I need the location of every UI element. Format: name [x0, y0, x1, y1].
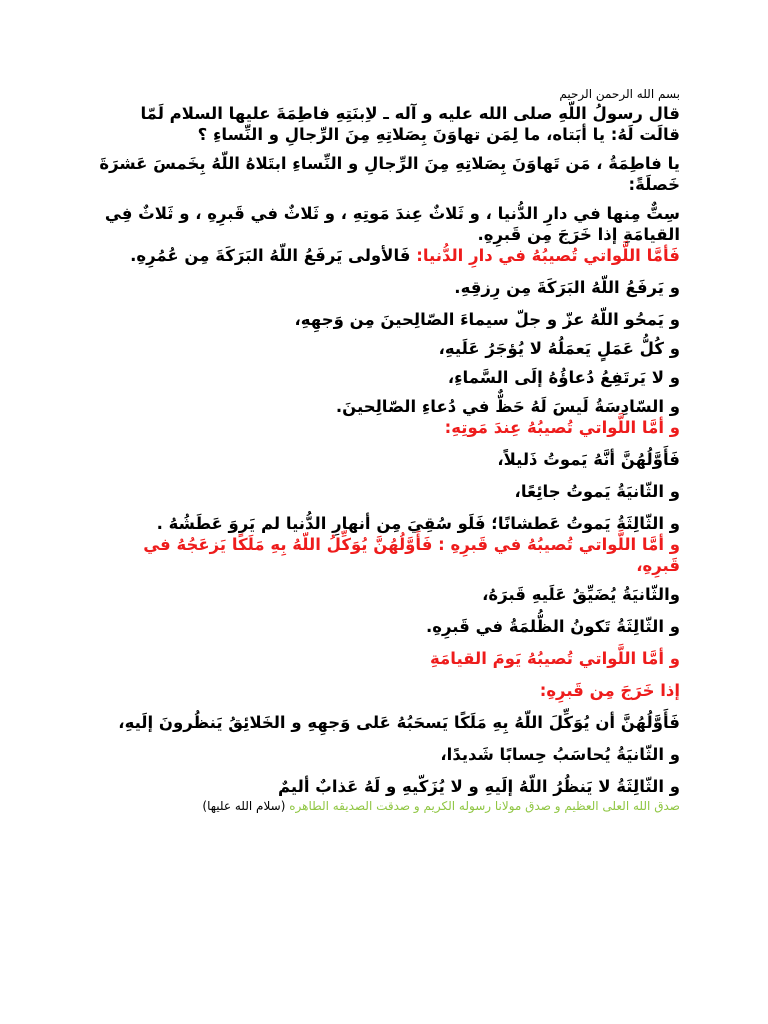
document-page: [98, 86, 680, 814]
hadith-answer: يا فاطِمَةُ ، مَن تَهاوَنَ بِصَلاتِهِ مِنَ الرِّجالِ و النِّساءِ ابتَلاهُ اللّهُ بِخَمسَ عَشرَةَ خَصلَةً:: [99, 154, 680, 194]
fifteen-traits-summary: سِتٌّ مِنها في دارِ الدُّنيا ، و ثَلاثٌ عِندَ مَوتِهِ ، و ثَلاثٌ في قَبرِهِ ، و ثَلاثٌ فِي القيامَةِ إذا خَرَجَ مِن قَبرِهِ.: [104, 204, 680, 244]
section-world-title: فَأمَّا اللَّواتي تُصيبُهُ في دارِ الدُّنيا:: [416, 246, 680, 265]
closing-green-text: صدق الله العلی العظیم و صدق مولانا رسوله الکریم و صدقت الصدیقه الطاهره: [289, 799, 680, 813]
trait-world-5: و لا يَرتَفِعُ دُعاؤُهُ إلَى السَّماءِ،: [447, 368, 680, 387]
trait-grave-3: و الثّالِثَةُ تَكونُ الظُّلمَةُ في قَبرِهِ.: [426, 617, 680, 636]
trait-world-4: و كُلُّ عَمَلٍ يَعمَلُهُ لا يُؤجَرُ عَلَيهِ،: [438, 339, 680, 358]
trait-resurrection-1: فَأَوَّلُهُنَّ أن يُوَكِّلَ اللّهُ بِهِ مَلَكًا يَسحَبُهُ عَلى وَجهِهِ و الخَلائِقُ يَنظُرونَ إلَيهِ،: [118, 713, 680, 732]
section-resurrection-heading: و أمَّا اللَّواتي تُصيبُهُ يَومَ القيامَةِ: [430, 649, 680, 668]
trait-world-6: و السّادِسَةُ لَيسَ لَهُ حَظٌّ في دُعاءِ الصّالِحينَ.: [335, 397, 680, 416]
trait-grave-2: والثّانيَةُ يُضَيِّقُ عَلَيهِ قَبرَهُ،: [482, 585, 680, 604]
trait-resurrection-3: و الثّالِثَةُ لا يَنظُرُ اللّهُ إلَيهِ و لا يُزَكّيهِ و لَهُ عَذابٌ أليمٌ: [277, 777, 680, 796]
trait-world-2: و يَرفَعُ اللّهُ البَرَكَةَ مِن رِزقِهِ.: [454, 278, 680, 297]
closing-black-text: (سلام الله علیها): [202, 799, 290, 813]
closing-line: [98, 798, 680, 814]
trait-death-2: و الثّانيَةُ يَموتُ جائِعًا،: [514, 482, 680, 501]
trait-death-1: فَأَوَّلُهُنَّ أنَّهُ يَموتُ ذَليلاً،: [497, 450, 680, 469]
trait-resurrection-2: و الثّانيَةُ يُحاسَبُ حِسابًا شَديدًا،: [440, 745, 680, 764]
section-death-heading: و أمَّا اللَّواتي تُصيبُهُ عِندَ مَوتِهِ:: [444, 418, 680, 437]
section-resurrection-subheading: إذا خَرَجَ مِن قَبرِهِ:: [539, 681, 680, 700]
section-grave-heading: و أمَّا اللَّواتي تُصيبُهُ في قَبرِهِ : فَأَوَّلُهُنَّ يُوَكِّلُ اللّهُ بِهِ مَلَكًا يَزعَجُهُ في قَبرِهِ،: [143, 535, 680, 575]
section-world-heading: [98, 245, 680, 266]
basmala: بسم الله الرحمن الرحيم: [559, 87, 680, 101]
trait-world-1: فَالأولى يَرفَعُ اللّهُ البَرَكَةَ مِن عُمُرِهِ.: [130, 246, 417, 265]
trait-death-3: و الثّالِثَةُ يَموتُ عَطشانًا؛ فَلَو سُقِيَ مِن أنهارِ الدُّنيا لم يَروَ عَطَشُهُ .: [156, 514, 680, 533]
trait-world-3: و يَمحُو اللّهُ عزّ و جلّ سيماءَ الصّالِحينَ مِن وَجهِهِ،: [294, 310, 680, 329]
hadith-intro: قال رسولُ اللّهِ صلى الله عليه و آله ـ لاِبنَتِهِ فاطِمَةَ عليها السلام لَمّا قالَت لَهُ: يا أبَتاه، ما لِمَن تهاوَنَ بِصَلاتِهِ مِنَ الرِّجالِ و النِّساءِ ؟: [140, 104, 680, 144]
